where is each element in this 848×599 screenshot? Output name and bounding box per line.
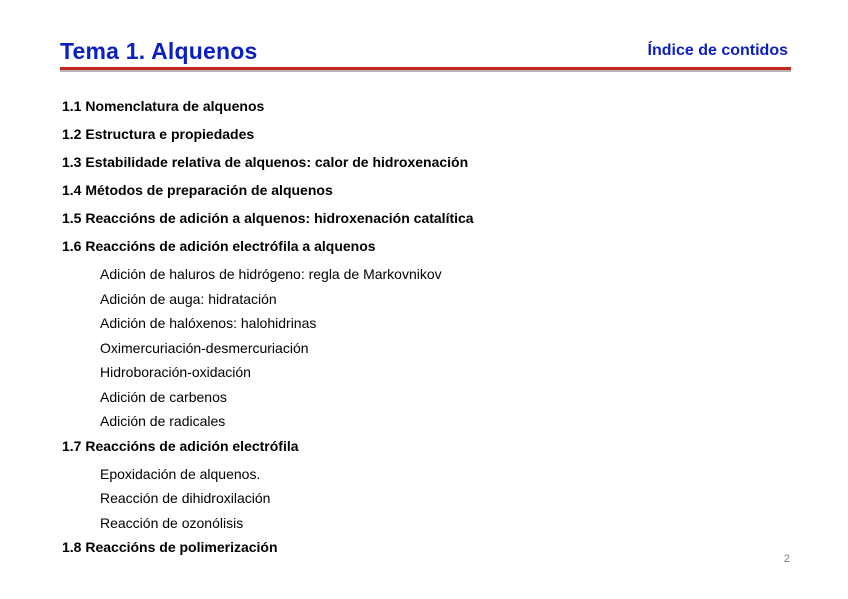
toc-item-1-2: 1.2 Estructura e propiedades (62, 126, 255, 142)
toc-item-1-5: 1.5 Reaccións de adición a alquenos: hidroxenación catalítica (62, 210, 474, 226)
toc-subitem: Adición de carbenos (100, 388, 227, 405)
toc-subitem: Adición de halóxenos: halohidrinas (100, 315, 317, 331)
page-number: 2 (783, 553, 790, 565)
toc-subitem: Adición de haluros de hidrógeno: regla de Markovnikov (100, 266, 442, 282)
toc-item-1-3: 1.3 Estabilidade relativa de alquenos: calor de hidroxenación (62, 154, 469, 170)
toc-item-1-7: 1.7 Reaccións de adición electrófila (62, 437, 299, 454)
toc-subitem: Oximercuriación-desmercuriación (100, 339, 309, 356)
toc-item-1-6: 1.6 Reaccións de adición electrófila a alquenos (62, 238, 376, 254)
toc-item-1-8: 1.8 Reaccións de polimerización (62, 539, 278, 555)
table-of-contents (62, 94, 762, 563)
toc-subitem: Reacción de dihidroxilación (100, 490, 271, 506)
slide-title: Tema 1. Alquenos (60, 38, 258, 64)
toc-subitem: Reacción de ozonólisis (100, 514, 244, 531)
toc-item-1-1: 1.1 Nomenclatura de alquenos (62, 98, 265, 114)
toc-subitem: Adición de radicales (100, 413, 226, 429)
toc-item-1-4: 1.4 Métodos de preparación de alquenos (62, 182, 333, 198)
toc-subitem: Hidroboración-oxidación (100, 364, 251, 380)
header-rule-gray (60, 70, 791, 72)
toc-subitem: Epoxidación de alquenos. (100, 465, 261, 482)
section-heading: Índice de contidos (647, 42, 788, 59)
toc-subitem: Adición de auga: hidratación (100, 290, 277, 307)
